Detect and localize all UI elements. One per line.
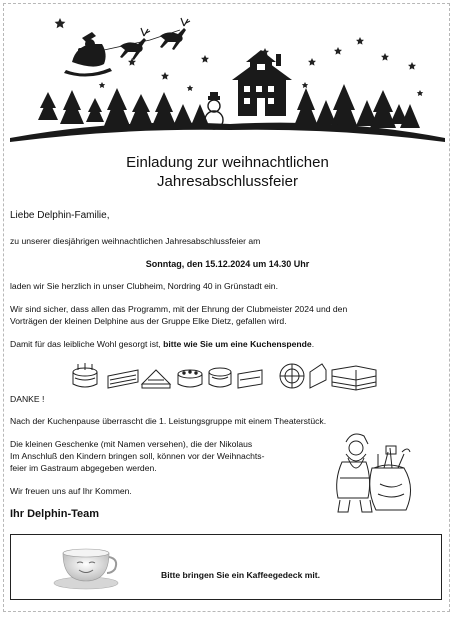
gifts-line-2: Im Anschluß den Kindern bringen soll, können vor der Weihnachts- <box>10 451 265 461</box>
location-text: laden wir Sie herzlich in unser Clubheim, Nordring 40 in Grünstadt ein. <box>10 281 278 291</box>
intro-text: zu unserer diesjährigen weihnachtlichen Jahresabschlussfeier am <box>10 236 261 246</box>
theater-text: Nach der Kuchenpause überrascht die 1. Leistungsgruppe mit einem Theaterstück. <box>10 416 327 426</box>
title-line-2: Jahresabschlussfeier <box>157 173 298 190</box>
gifts-line-3: feier im Gastraum abgegeben werden. <box>10 463 157 473</box>
closing-text: Wir freuen uns auf Ihr Kommen. <box>10 486 132 496</box>
signature: Ihr Delphin-Team <box>10 508 100 520</box>
food-text-bold: bitte wie Sie um eine Kuchenspende <box>163 339 312 349</box>
coffee-cup-icon <box>51 543 121 593</box>
event-date: Sonntag, den 15.12.2024 um 14.30 Uhr <box>145 259 310 269</box>
food-text-end: . <box>311 339 315 349</box>
title-line-1: Einladung zur weihnachtlichen <box>126 154 329 171</box>
food-text <box>10 339 314 350</box>
coffee-note: Bitte bringen Sie ein Kaffeegedeck mit. <box>161 570 321 580</box>
coffee-note-box <box>10 534 442 600</box>
santa-claus-icon <box>318 428 414 518</box>
food-text-start: Damit für das leibliche Wohl gesorgt ist, <box>10 339 164 349</box>
thanks-text: DANKE ! <box>10 394 45 404</box>
program-line-2: Vorträgen der kleinen Delphine aus der Gruppe Elke Dietz, gefallen wird. <box>10 316 287 326</box>
cakes-icon <box>70 360 380 392</box>
program-line-1: Wir sind sicher, dass allen das Programm, mit der Ehrung der Clubmeister 2024 und den <box>10 304 348 314</box>
christmas-scene-icon <box>0 0 455 150</box>
gifts-line-1: Die kleinen Geschenke (mit Namen versehen), die der Nikolaus <box>10 439 253 449</box>
greeting: Liebe Delphin-Familie, <box>10 210 110 221</box>
